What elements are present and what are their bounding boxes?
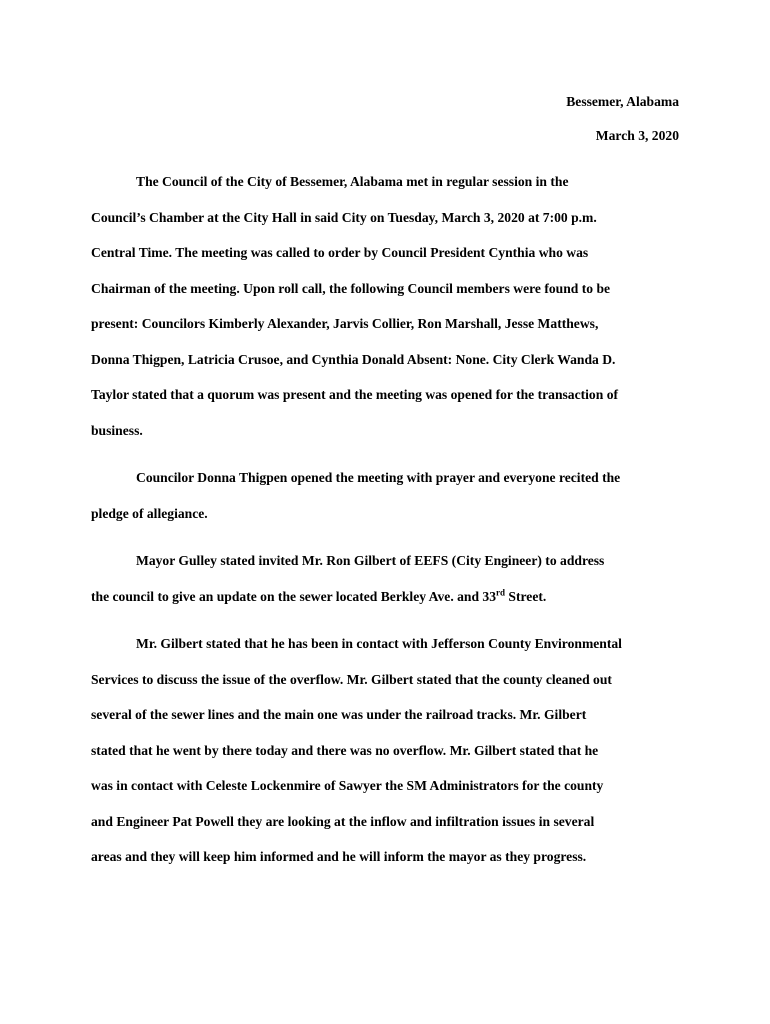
text-line: areas and they will keep him informed and he will inform the mayor as they progress. [91,849,587,864]
text-line: several of the sewer lines and the main one was under the railroad tracks. Mr. Gilbert [91,707,587,722]
text-line: Donna Thigpen, Latricia Crusoe, and Cynthia Donald Absent: None. City Clerk Wanda D. [91,351,616,367]
text-line: Taylor stated that a quorum was present and the meeting was opened for the transaction of [91,387,619,402]
text-line: Chairman of the meeting. Upon roll call, the following Council members were found to be [91,280,611,296]
paragraph-prayer [91,460,691,531]
text-line: Services to discuss the issue of the overflow. Mr. Gilbert stated that the county cleaned out [91,671,612,687]
text-line: Central Time. The meeting was called to order by Council President Cynthia who was [91,245,589,260]
text-line: Mayor Gulley stated invited Mr. Ron Gilbert of EEFS (City Engineer) to address [136,553,605,568]
text-line: The Council of the City of Bessemer, Alabama met in regular session in the [136,174,569,189]
text-line: business. [91,422,143,438]
ordinal-suffix: rd [496,586,506,597]
paragraph-gilbert-report [91,626,691,875]
text-line: present: Councilors Kimberly Alexander, Jarvis Collier, Ron Marshall, Jesse Matthews, [91,316,599,331]
text-line: Council’s Chamber at the City Hall in said City on Tuesday, March 3, 2020 at 7:00 p.m. [91,209,597,225]
paragraph-engineer-invite [91,543,691,614]
text-fragment: the council to give an update on the sewer located Berkley Ave. and 33 [91,588,497,604]
minutes-body [91,164,691,887]
text-fragment: Street. [505,588,547,604]
document-location: Bessemer, Alabama [566,94,679,109]
text-line: and Engineer Pat Powell they are looking at the inflow and infiltration issues in several [91,813,595,829]
text-line: was in contact with Celeste Lockenmire of Sawyer the SM Administrators for the county [91,778,604,793]
text-line: Mr. Gilbert stated that he has been in contact with Jefferson County Environmental [136,636,622,651]
text-line: Councilor Donna Thigpen opened the meeting with prayer and everyone recited the [136,470,621,485]
text-line: stated that he went by there today and there was no overflow. Mr. Gilbert stated that he [91,742,599,758]
paragraph-call-to-order [91,164,691,448]
text-line: pledge of allegiance. [91,505,208,521]
text-line [91,579,691,615]
document-date: March 3, 2020 [595,128,679,143]
